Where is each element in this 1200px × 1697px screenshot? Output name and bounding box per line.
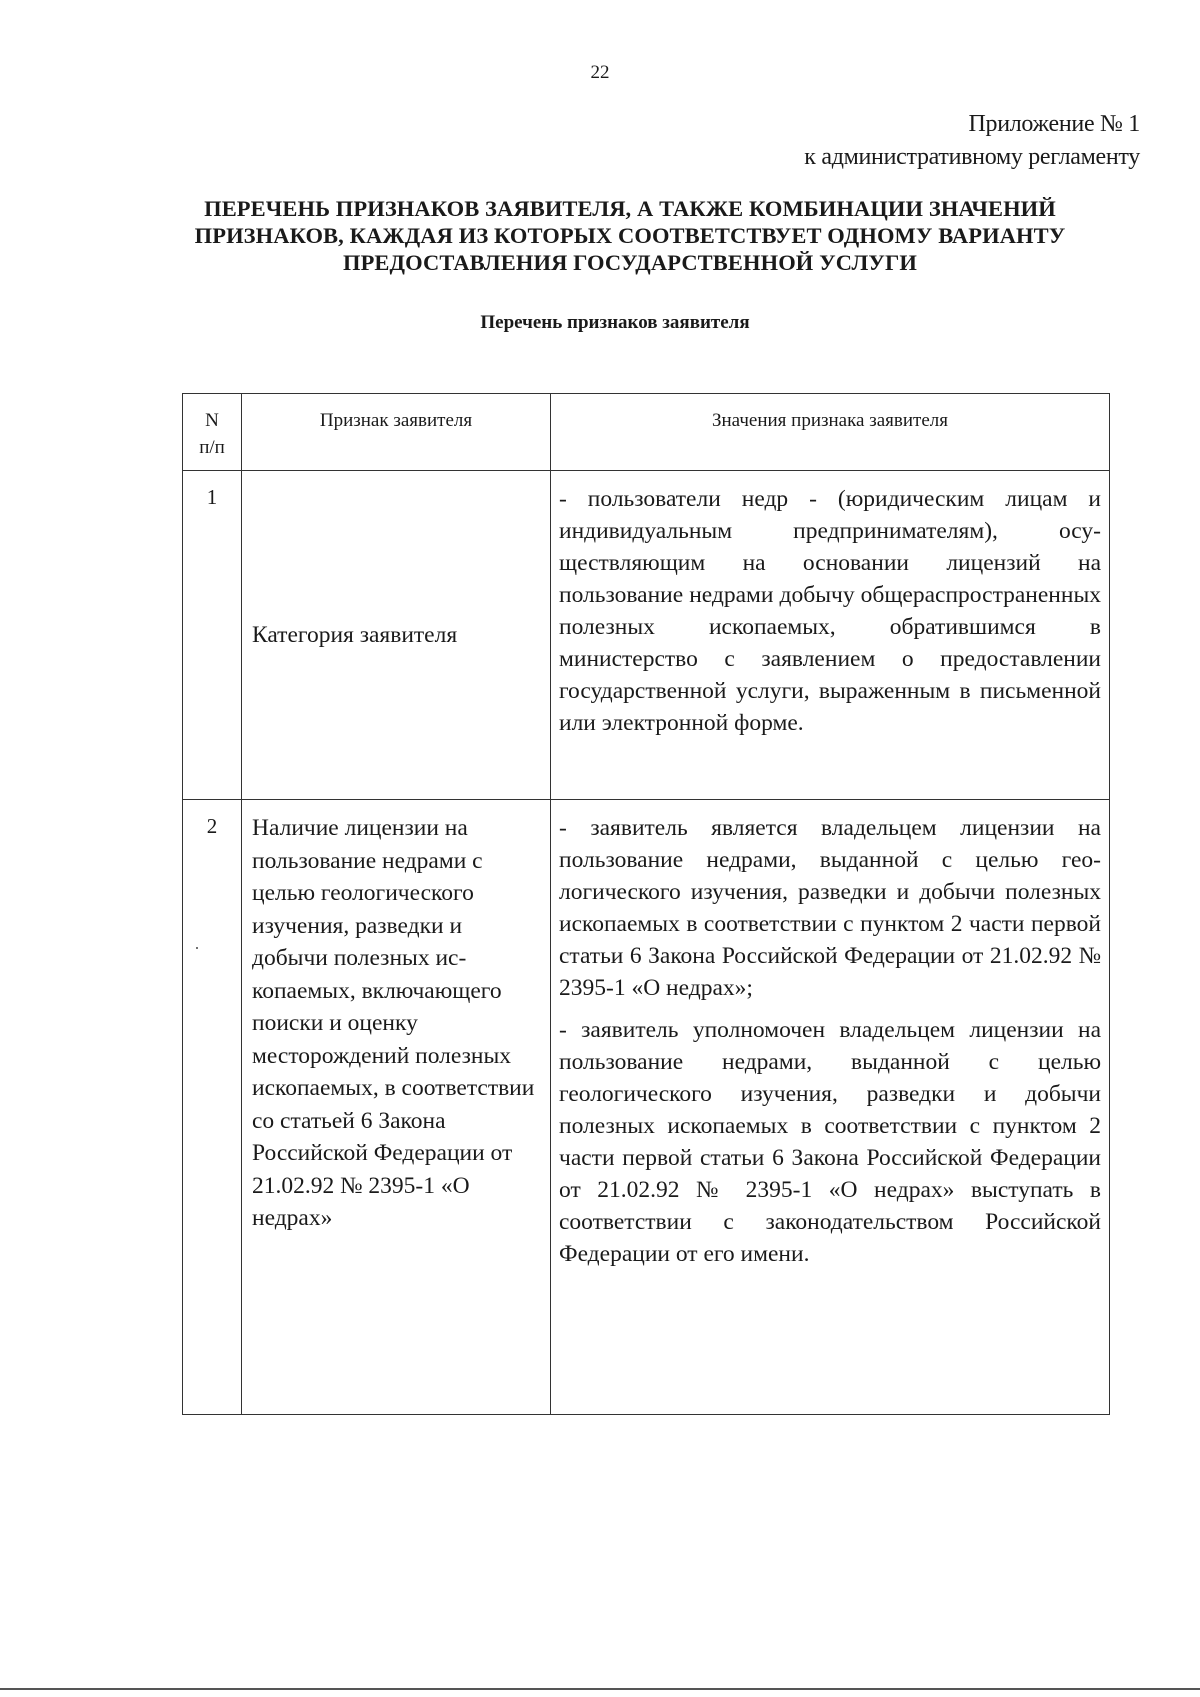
table-row [183, 800, 1110, 1415]
page-number: 22 [590, 62, 610, 83]
appendix-line-2: к административному регламенту [804, 144, 1140, 170]
row-number: 1 [183, 471, 242, 800]
applicant-signs-table [182, 393, 1110, 1415]
appendix-line-1: Приложение № 1 [968, 111, 1140, 137]
row-value-item: - пользователи недр - (юридическим лицам и индивидуальным предпринимателям), осуществляющим на основании лицензий на пользование недрами добычу общераспространенных полезных ископаемых, обратившимся в министерство с заявлением о предоставлении государственной услуги, выраженным в письменной или электронной форме. [559, 486, 1101, 736]
table-row [183, 471, 1110, 800]
appendix-caption [804, 108, 1140, 174]
document-title: ПЕРЕЧЕНЬ ПРИЗНАКОВ ЗАЯВИТЕЛЯ, А ТАКЖЕ КОМБИНАЦИИ ЗНАЧЕНИЙ ПРИЗНАКОВ, КАЖДАЯ ИЗ КОТОРЫХ СООТВЕТСТВУЕТ ОДНОМУ ВАРИАНТУ ПРЕДОСТАВЛЕНИЯ ГОСУДАРСТВЕННОЙ УСЛУГИ [194, 196, 1066, 275]
row-number: 2 [183, 800, 242, 1415]
row-value-item: - заявитель является владельцем лицензии на пользование недрами, выданной с целью геологического изучения, разведки и добычи полезных ископаемых в соответствии с пунктом 2 части первой статьи 6 Закона Российской Федерации от 21.02.92 № 2395-1 «О недрах»; [559, 815, 1101, 1001]
row-value-item: - заявитель уполномочен владельцем лицензии на пользование недрами, выданной с целью геологического изучения, разведки и добычи полезных ископаемых в соответствии с пунктом 2 части первой статьи 6 Закона Российской Федерации от 21.02.92 № 2395-1 «О недрах» выступать в соответствии с законодательством Российской Федерации от его имени. [559, 1017, 1101, 1267]
row-values [551, 471, 1110, 800]
row-sign: Наличие лицензии на пользование недрами с целью геологического изучения, разведки и добычи полезных ископаемых, включающего поиски и оценку месторождений полезных ископаемых, в соответствии со статьей 6 Закона Российской Федерации от 21.02.92 № 2395-1 «О недрах» [242, 800, 551, 1415]
row-values [551, 800, 1110, 1415]
header-number-line-2: п/п [199, 437, 225, 458]
section-subtitle: Перечень признаков заявителя [480, 312, 750, 333]
header-values: Значения признака заявителя [551, 394, 1110, 471]
table-header-row [183, 394, 1110, 471]
header-sign: Признак заявителя [242, 394, 551, 471]
scan-speck [196, 947, 198, 949]
header-number [183, 394, 242, 471]
row-sign: Категория заявителя [242, 471, 551, 800]
page-bottom-edge [0, 1688, 1200, 1690]
header-number-line-1: N [205, 410, 219, 431]
